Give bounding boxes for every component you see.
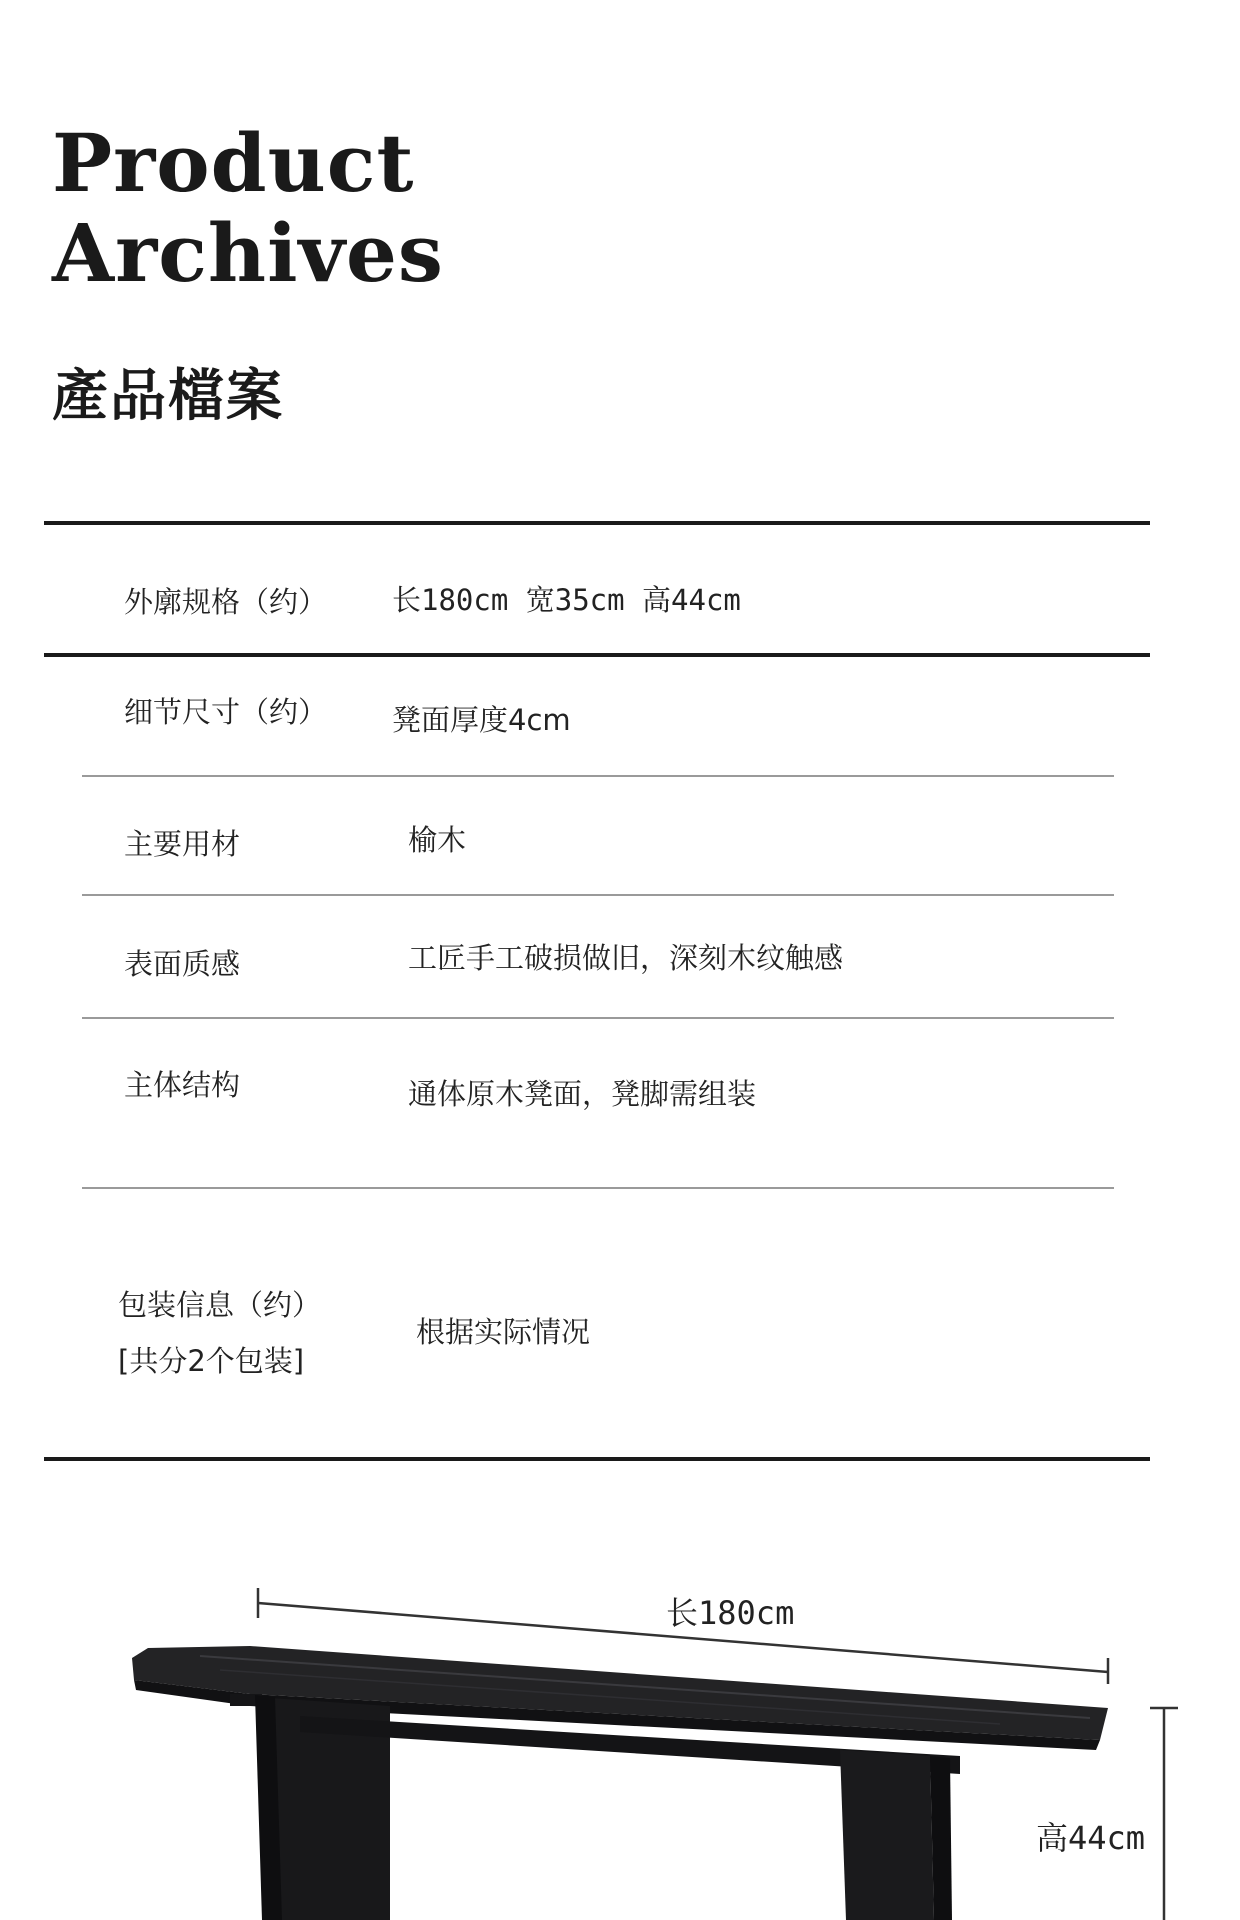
height-dimension-label: 高44cm <box>1036 1819 1146 1857</box>
bench-body <box>132 1646 1108 1920</box>
spec-value-structure: 通体原木凳面，凳脚需组装 <box>408 1077 757 1111</box>
spec-value-detail-size: 凳面厚度4cm <box>392 703 571 737</box>
spec-value-packaging: 根据实际情况 <box>416 1315 591 1349</box>
height-dimension-line <box>1150 1708 1178 1920</box>
spec-value-outer-dimensions: 长180cm 宽35cm 高44cm <box>392 583 741 617</box>
length-dimension-label: 长180cm <box>666 1594 795 1632</box>
spec-label-packaging-note: [共分2个包装] <box>118 1344 305 1378</box>
table-divider <box>82 1017 1114 1019</box>
spec-label-surface: 表面质感 <box>124 947 241 981</box>
table-divider <box>44 653 1150 657</box>
spec-label-outer-dimensions: 外廓规格（约） <box>124 585 328 619</box>
title-line-product: Product <box>52 116 415 210</box>
table-top-divider <box>44 521 1150 525</box>
spec-label-detail-size: 细节尺寸（约） <box>124 695 328 729</box>
table-bottom-divider <box>44 1457 1150 1461</box>
title-line-archives: Archives <box>52 206 444 300</box>
table-divider <box>82 894 1114 896</box>
page-title <box>52 118 444 298</box>
spec-value-material: 榆木 <box>408 823 467 857</box>
spec-label-structure: 主体结构 <box>124 1068 241 1102</box>
table-divider <box>82 775 1114 777</box>
spec-value-surface: 工匠手工破损做旧，深刻木纹触感 <box>408 941 844 975</box>
spec-label-material: 主要用材 <box>124 827 241 861</box>
page-title-chinese: 產品檔案 <box>52 364 284 429</box>
table-divider <box>82 1187 1114 1189</box>
spec-label-packaging: 包装信息（约） <box>118 1288 322 1322</box>
bench-illustration <box>0 1560 1240 1920</box>
